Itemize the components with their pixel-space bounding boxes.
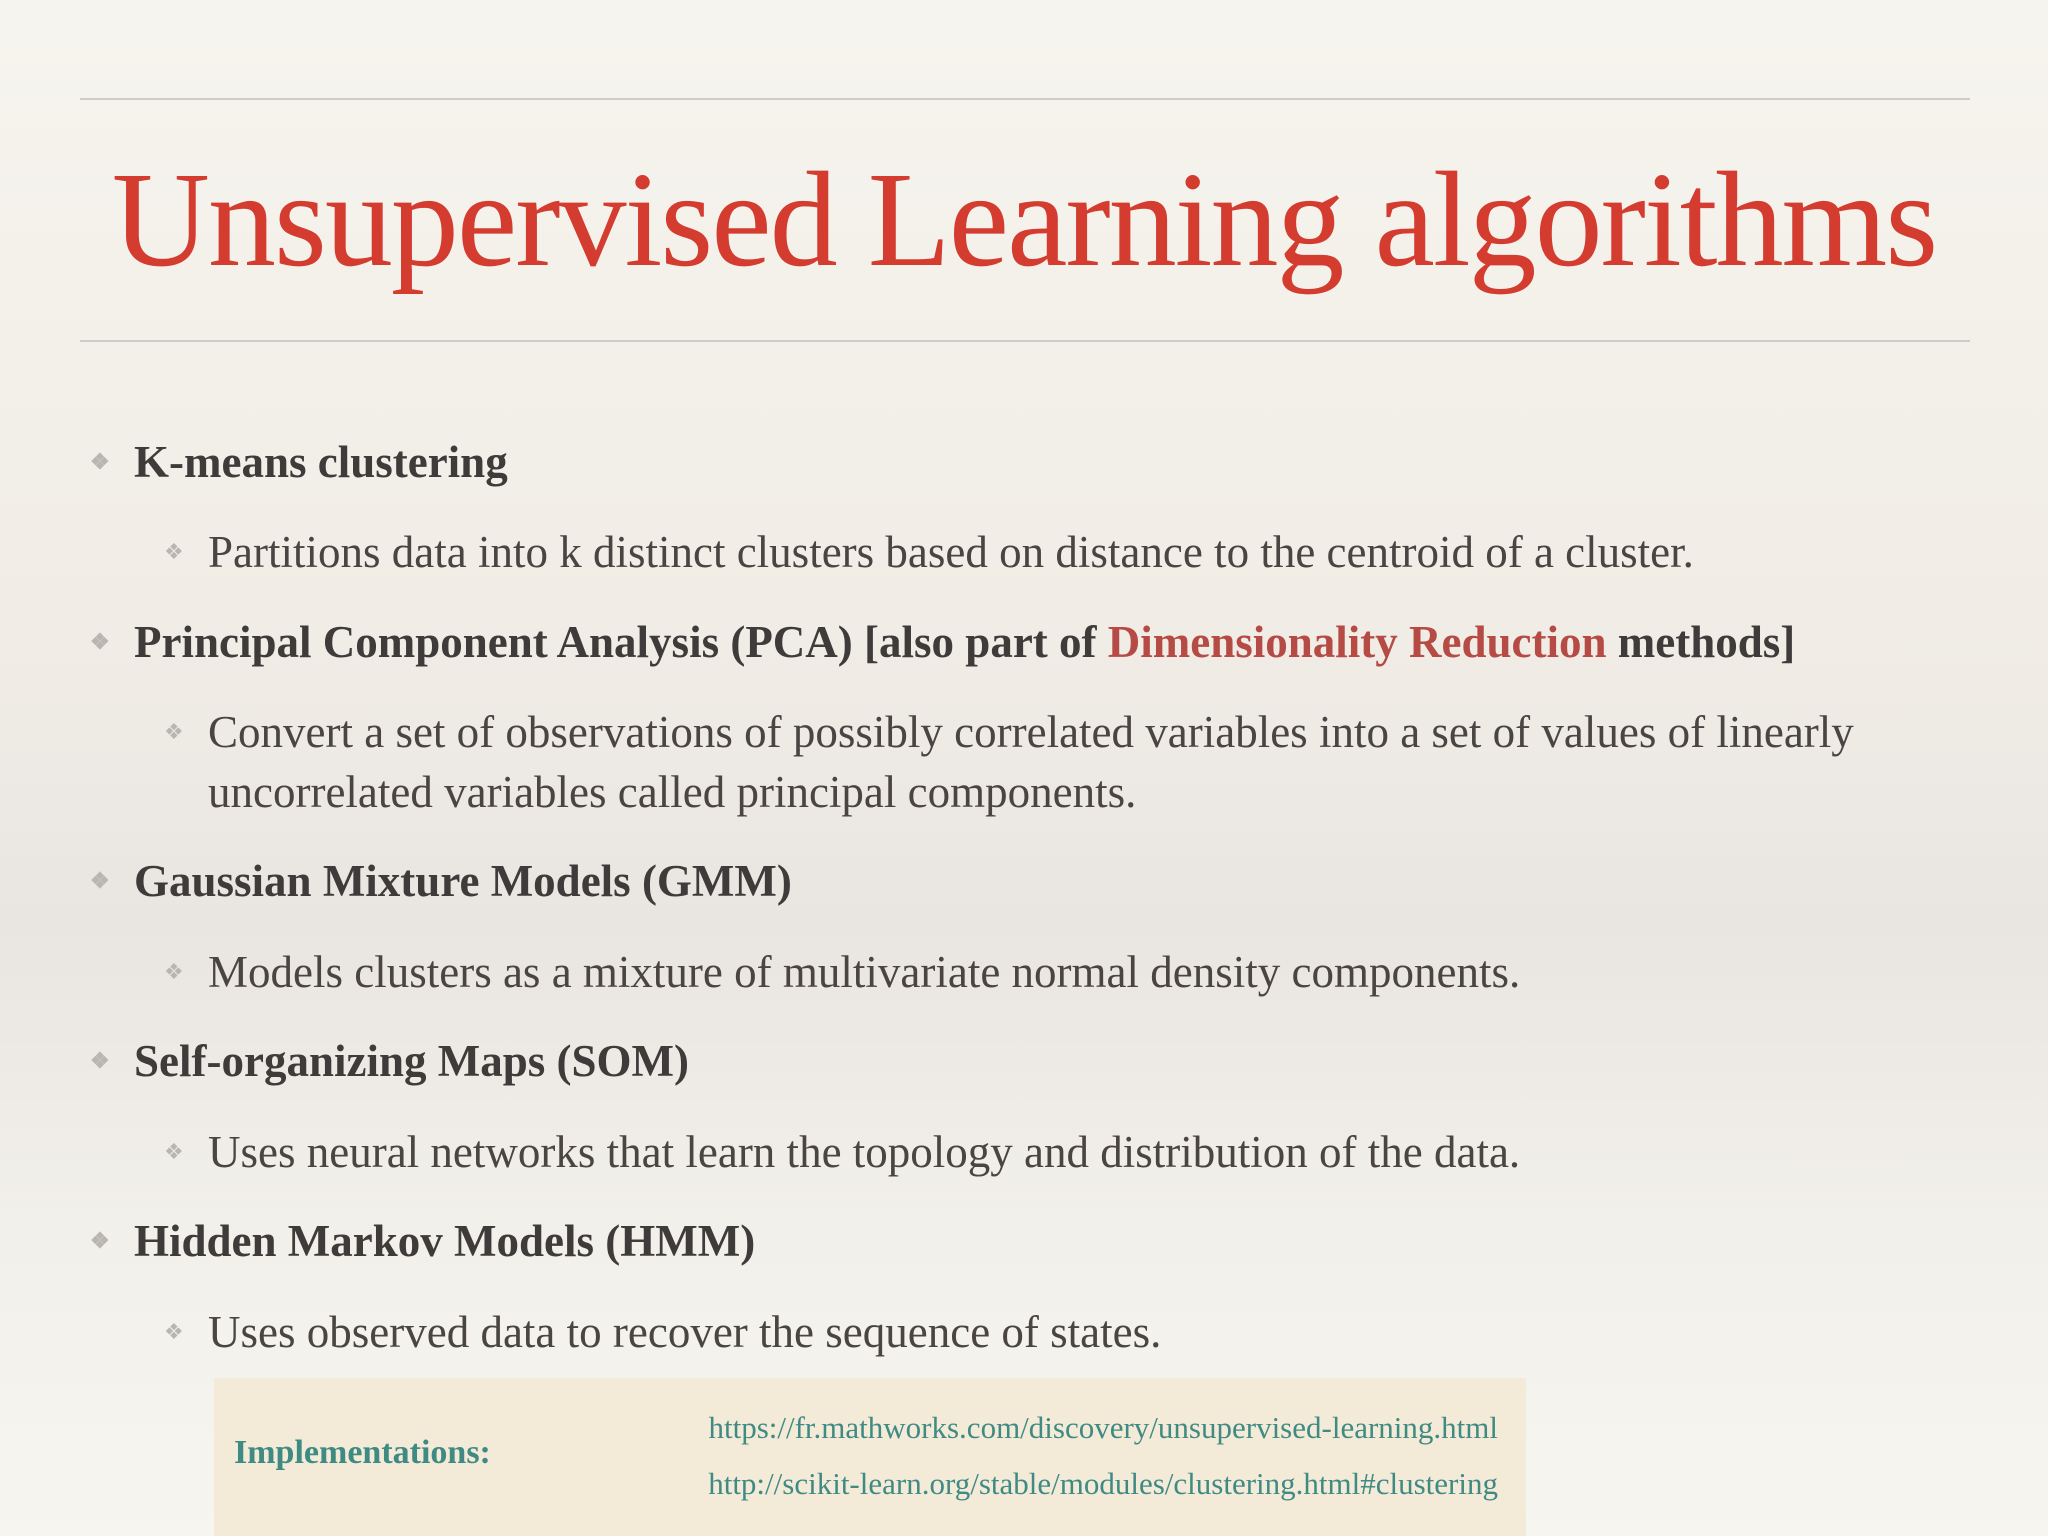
- bullet-label-suffix: methods]: [1606, 617, 1796, 667]
- bullet-detail: Partitions data into k distinct clusters based on distance to the centroid of a cluster.: [208, 527, 1694, 577]
- bullet-detail: Models clusters as a mixture of multivariate normal density components.: [208, 947, 1521, 997]
- diamond-bullet-icon: ❖: [164, 959, 184, 984]
- bullet-item-gmm: [90, 851, 792, 911]
- sub-bullet-hmm: [164, 1302, 1162, 1362]
- sub-bullet-kmeans: [164, 522, 1694, 582]
- diamond-bullet-icon: ❖: [164, 719, 184, 744]
- diamond-bullet-icon: ❖: [90, 449, 110, 474]
- mathworks-link[interactable]: https://fr.mathworks.com/discovery/unsupervised-learning.html: [708, 1410, 1498, 1445]
- bullet-label: Gaussian Mixture Models (GMM): [134, 856, 792, 906]
- diamond-bullet-icon: ❖: [90, 868, 110, 893]
- slide-title: Unsupervised Learning algorithms: [111, 145, 1937, 295]
- bullet-label: Hidden Markov Models (HMM): [134, 1216, 756, 1266]
- diamond-bullet-icon: ❖: [164, 1139, 184, 1164]
- bullet-item-hmm: [90, 1211, 756, 1271]
- diamond-bullet-icon: ❖: [164, 1319, 184, 1344]
- bullet-label: Self-organizing Maps (SOM): [134, 1036, 689, 1086]
- dimensionality-reduction-highlight: Dimensionality Reduction: [1107, 617, 1607, 667]
- bullet-item-kmeans: [90, 432, 508, 492]
- bullet-item-som: [90, 1031, 689, 1091]
- diamond-bullet-icon: ❖: [164, 539, 184, 564]
- implementations-label: Implementations:: [234, 1434, 491, 1471]
- scikit-learn-link[interactable]: http://scikit-learn.org/stable/modules/clustering.html#clustering: [708, 1466, 1498, 1501]
- diamond-bullet-icon: ❖: [90, 629, 110, 654]
- diamond-bullet-icon: ❖: [90, 1228, 110, 1253]
- bullet-label-prefix: Principal Component Analysis (PCA) [also part of: [134, 617, 1108, 667]
- sub-bullet-pca: [164, 702, 1928, 822]
- implementations-box: [214, 1378, 1526, 1536]
- sub-bullet-gmm: [164, 942, 1521, 1002]
- bullet-detail: Uses observed data to recover the sequence of states.: [208, 1307, 1162, 1357]
- bullet-detail: Uses neural networks that learn the topology and distribution of the data.: [208, 1127, 1521, 1177]
- bullet-label: K-means clustering: [134, 437, 508, 487]
- bullet-item-pca: [90, 612, 1796, 672]
- sub-bullet-som: [164, 1122, 1521, 1182]
- bullet-detail: Convert a set of observations of possibly correlated variables into a set of values of linearly uncorrelated variables called principal components.: [208, 707, 1854, 817]
- diamond-bullet-icon: ❖: [90, 1048, 110, 1073]
